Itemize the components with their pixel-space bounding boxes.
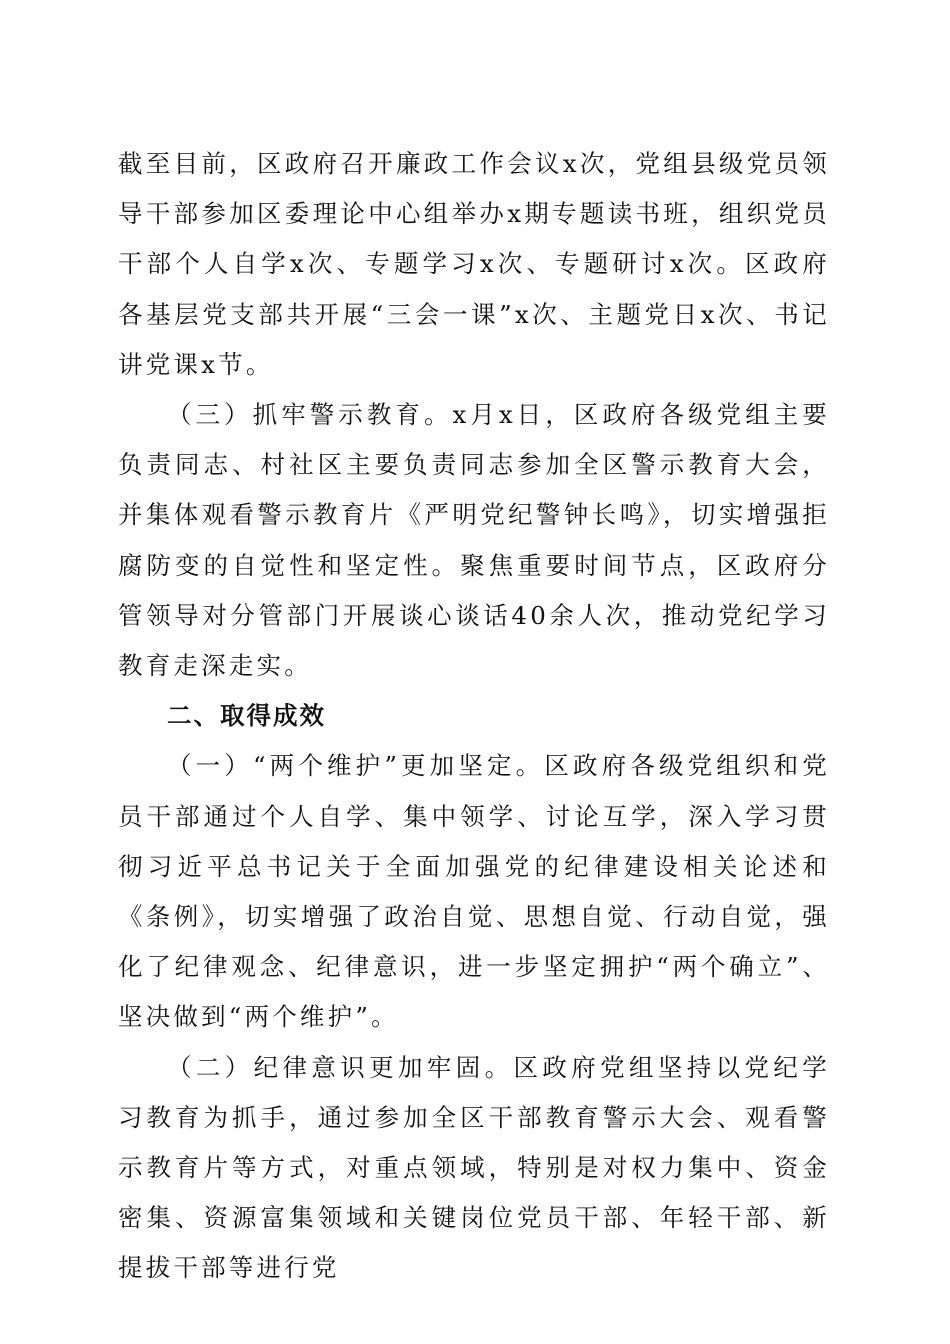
section-heading-results: 二、取得成效 bbox=[167, 701, 326, 731]
paragraph-two-safeguards: （一）“两个维护”更加坚定。区政府各级党组织和党员干部通过个人自学、集中领学、讨论互学，深入学习贯彻习近平总书记关于全面加强党的纪律建设相关论述和《条例》，切实增强了政治自觉、思想自觉、行动自觉，强化了纪律观念、纪律意识，进一步坚定拥护“两个确立”、坚决做到“两个维护”。 bbox=[118, 751, 830, 1032]
paragraph-continuation: 截至目前，区政府召开廉政工作会议x次，党组县级党员领导干部参加区委理论中心组举办x期专题读书班，组织党员干部个人自学x次、专题学习x次、专题研讨x次。区政府各基层党支部共开展“三会一课”x次、主题党日x次、书记讲党课x节。 bbox=[118, 149, 830, 379]
paragraph-warning-education: （三）抓牢警示教育。x月x日，区政府各级党组主要负责同志、村社区主要负责同志参加全区警示教育大会，并集体观看警示教育片《严明党纪警钟长鸣》，切实增强拒腐防变的自觉性和坚定性。聚焦重要时间节点，区政府分管领导对分管部门开展谈心谈话40余人次，推动党纪学习教育走深走实。 bbox=[118, 400, 830, 681]
paragraph-discipline-awareness: （二）纪律意识更加牢固。区政府党组坚持以党纪学习教育为抓手，通过参加全区干部教育警示大会、观看警示教育片等方式，对重点领域，特别是对权力集中、资金密集、资源富集领域和关键岗位党员干部、年轻干部、新提拔干部等进行党 bbox=[118, 1052, 830, 1283]
document-body bbox=[118, 139, 830, 1294]
